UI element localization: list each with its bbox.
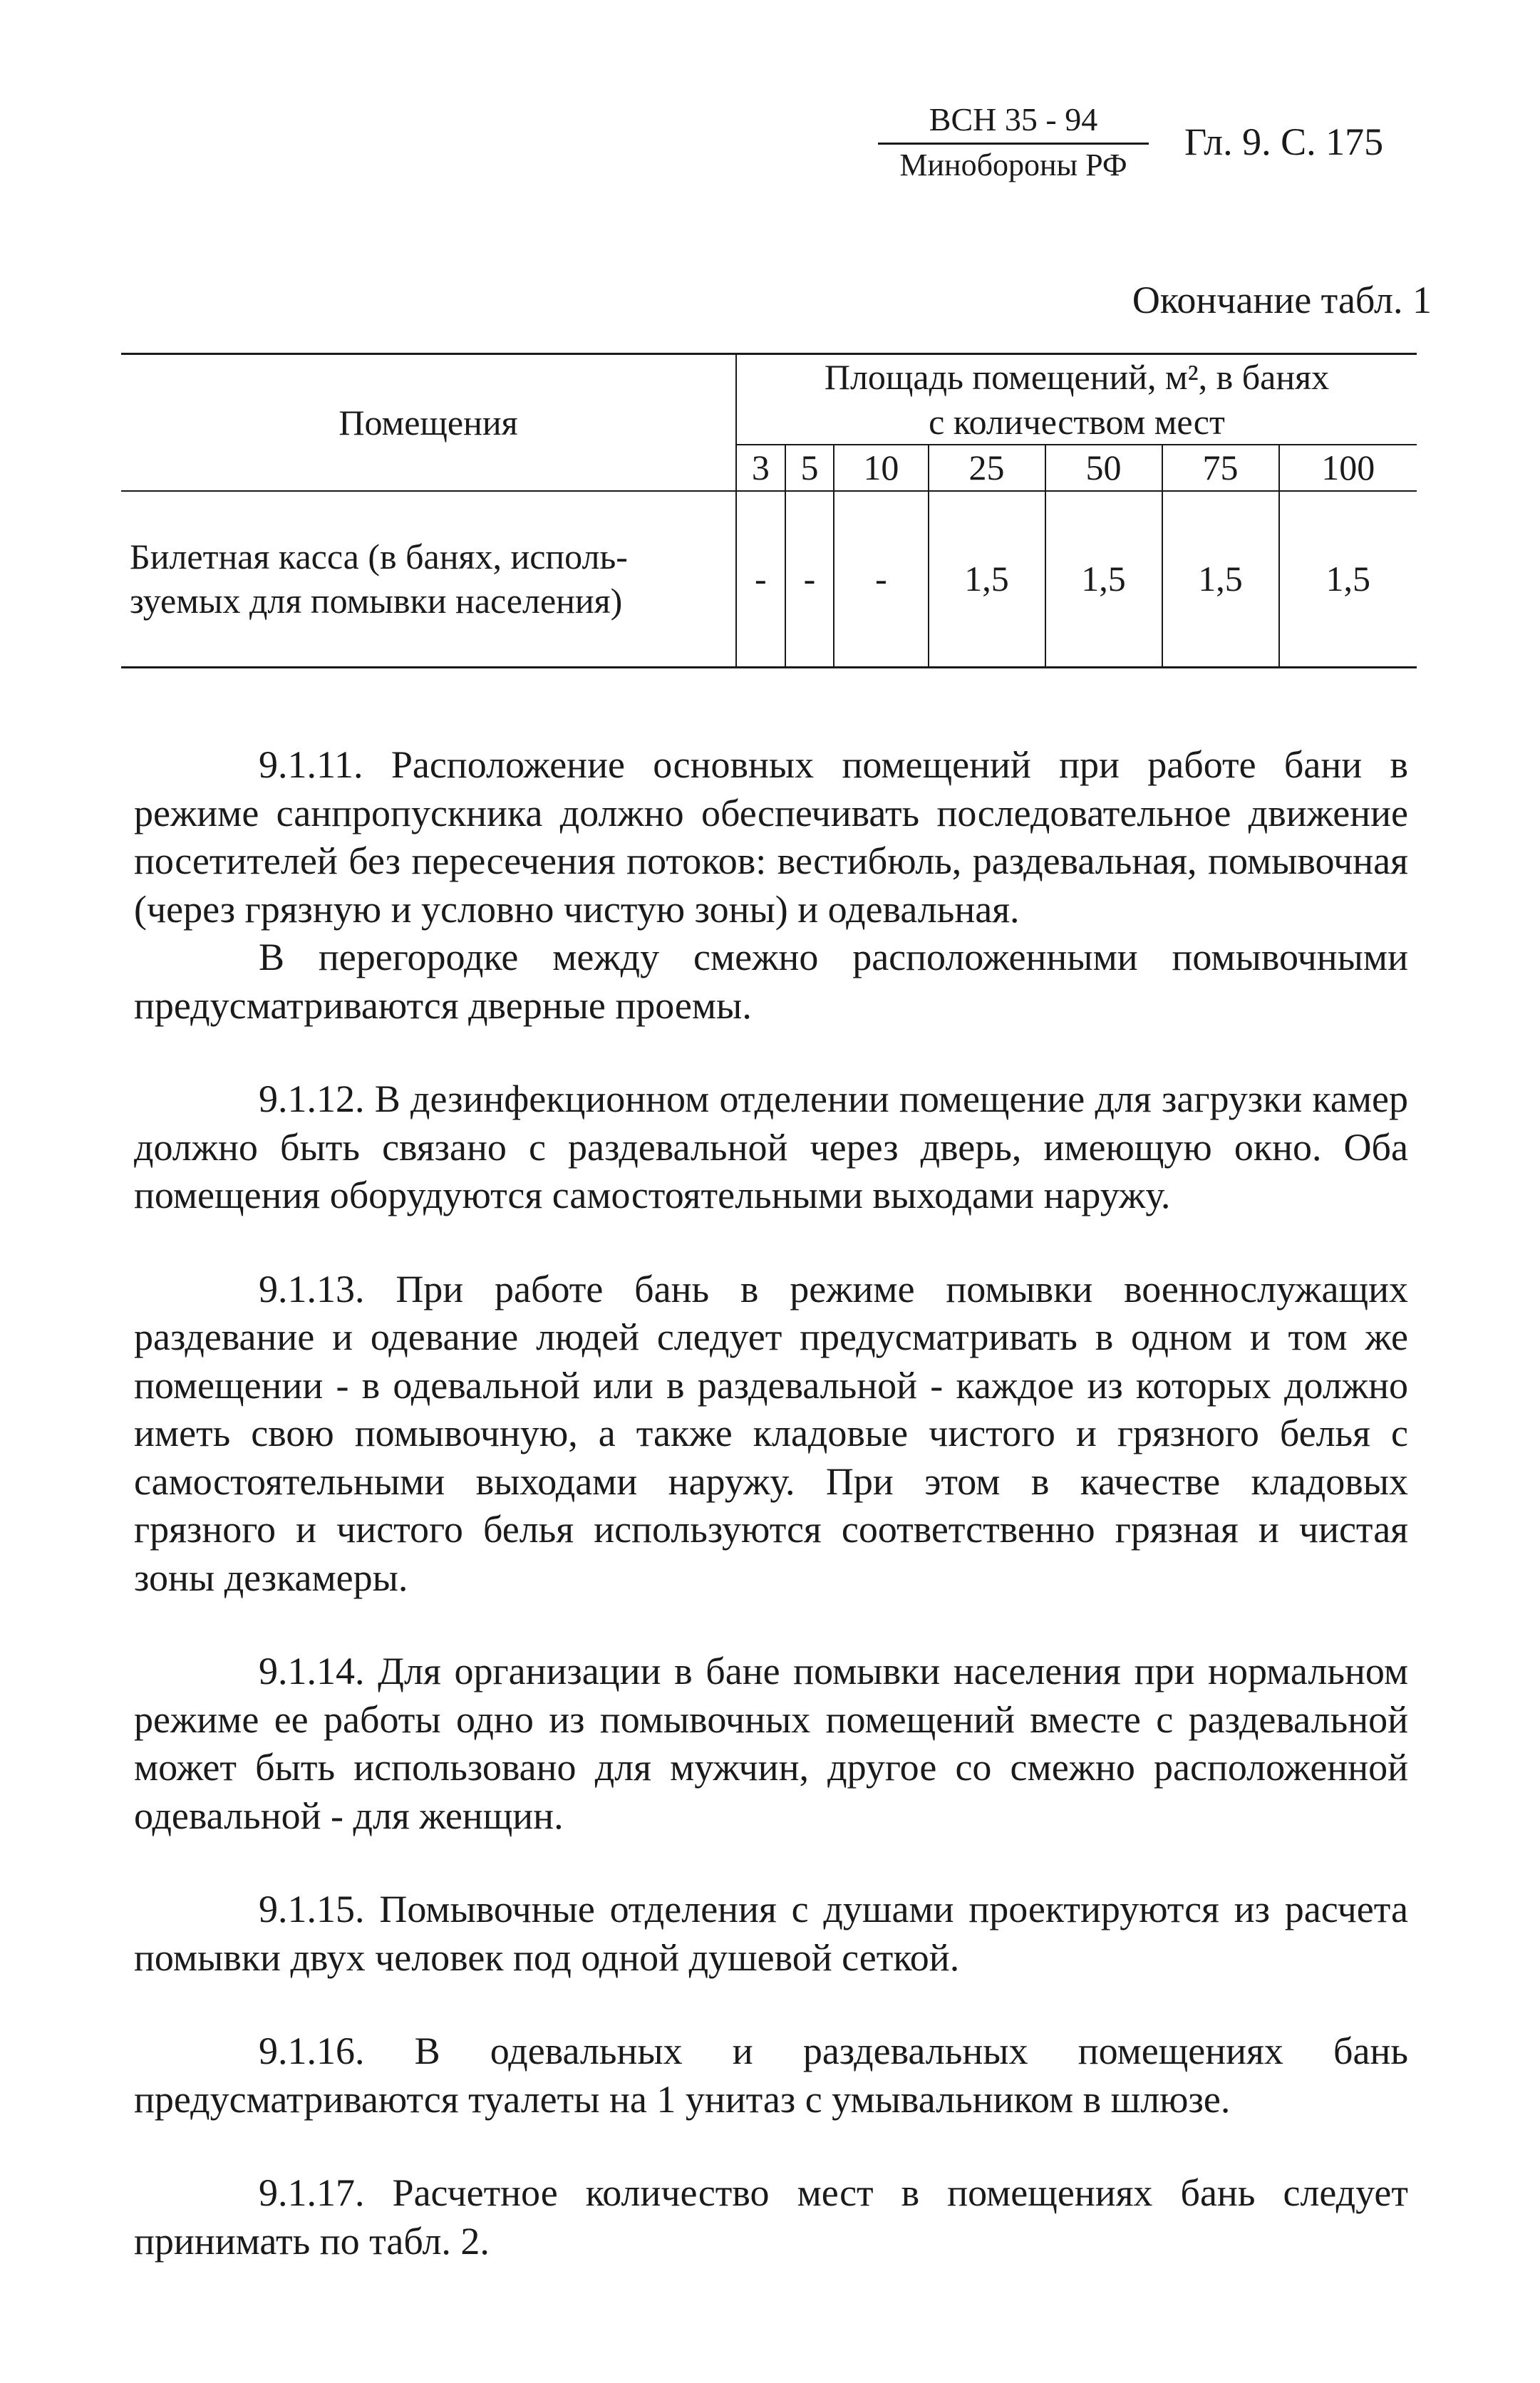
room-name-cell <box>121 491 736 668</box>
area-value-cell: 1,5 <box>1279 491 1417 668</box>
table-row <box>121 491 1417 668</box>
area-table <box>121 353 1417 668</box>
capacity-header: 50 <box>1045 445 1162 491</box>
paragraph-9-1-13: 9.1.13. При работе бань в режиме помывки военнослужащих раздевание и одевание людей следует предусматривать в одном и том же помещении - в одевальной или в раздевальной - каждое из которых должно иметь свою помывочную, а также кладовые чистого и грязного белья с самостоятельными выходами наружу. При этом в качестве кладовых грязного и чистого белья используются соответственно грязная и чистая зоны дезкамеры. <box>134 1267 1408 1599</box>
paragraph-9-1-14: 9.1.14. Для организации в бане помывки населения при нормальном режиме ее работы одно из помывочных помещений вместе с раздевальной может быть использовано для мужчин, другое со смежно расположенной одевальной - для женщин. <box>134 1650 1408 1837</box>
document-number: ВСН 35 - 94 <box>878 98 1149 145</box>
body-text <box>134 741 1408 2265</box>
paragraph-9-1-12: 9.1.12. В дезинфекционном отделении помещение для загрузки камер должно быть связано с раздевальной через дверь, имеющую окно. Оба помещения оборудуются самостоятельными выходами наружу. <box>134 1077 1408 1216</box>
area-value-cell: - <box>736 491 785 668</box>
column-header-area-group <box>736 354 1417 445</box>
column-header-area-line2: с количеством мест <box>929 401 1225 442</box>
capacity-header: 100 <box>1279 445 1417 491</box>
paragraph-9-1-15: 9.1.15. Помывочные отделения с душами проектируются из расчета помывки двух человек под одной душевой сеткой. <box>134 1888 1408 1979</box>
table-caption: Окончание табл. 1 <box>1132 279 1432 321</box>
capacity-header: 25 <box>929 445 1045 491</box>
table-header-row <box>121 354 1417 445</box>
area-value-cell: - <box>785 491 834 668</box>
column-header-area-line1: Площадь помещений, м², в банях <box>824 357 1330 397</box>
paragraph-9-1-16: 9.1.16. В одевальных и раздевальных помещениях бань предусматриваются туалеты на 1 унитаз с умывальником в шлюзе. <box>134 2030 1408 2121</box>
area-value-cell: 1,5 <box>1162 491 1279 668</box>
area-value-cell: - <box>834 491 928 668</box>
capacity-header: 75 <box>1162 445 1279 491</box>
area-value-cell: 1,5 <box>1045 491 1162 668</box>
capacity-header: 3 <box>736 445 785 491</box>
capacity-header: 5 <box>785 445 834 491</box>
room-name-line1: Билетная касса (в банях, исполь- <box>130 536 628 577</box>
document-organization: Минобороны РФ <box>899 147 1127 182</box>
area-value-cell: 1,5 <box>929 491 1045 668</box>
page-reference: Гл. 9. С. 175 <box>1184 120 1384 163</box>
column-header-rooms: Помещения <box>121 354 736 491</box>
paragraph-9-1-11-continued: В перегородке между смежно расположенными помывочными предусматриваются дверные проемы. <box>134 936 1408 1027</box>
paragraph-9-1-11: 9.1.11. Расположение основных помещений при работе бани в режиме санпропускника должно обеспечивать последовательное движение посетителей без пересечения потоков: вестибюль, раздевальная, помывочная (через грязную и условно чистую зоны) и одевальная. <box>134 743 1408 931</box>
paragraph-9-1-17: 9.1.17. Расчетное количество мест в помещениях бань следует принимать по табл. 2. <box>134 2171 1408 2263</box>
capacity-header: 10 <box>834 445 928 491</box>
document-code <box>878 98 1149 185</box>
room-name-line2: зуемых для помывки населения) <box>130 581 623 621</box>
